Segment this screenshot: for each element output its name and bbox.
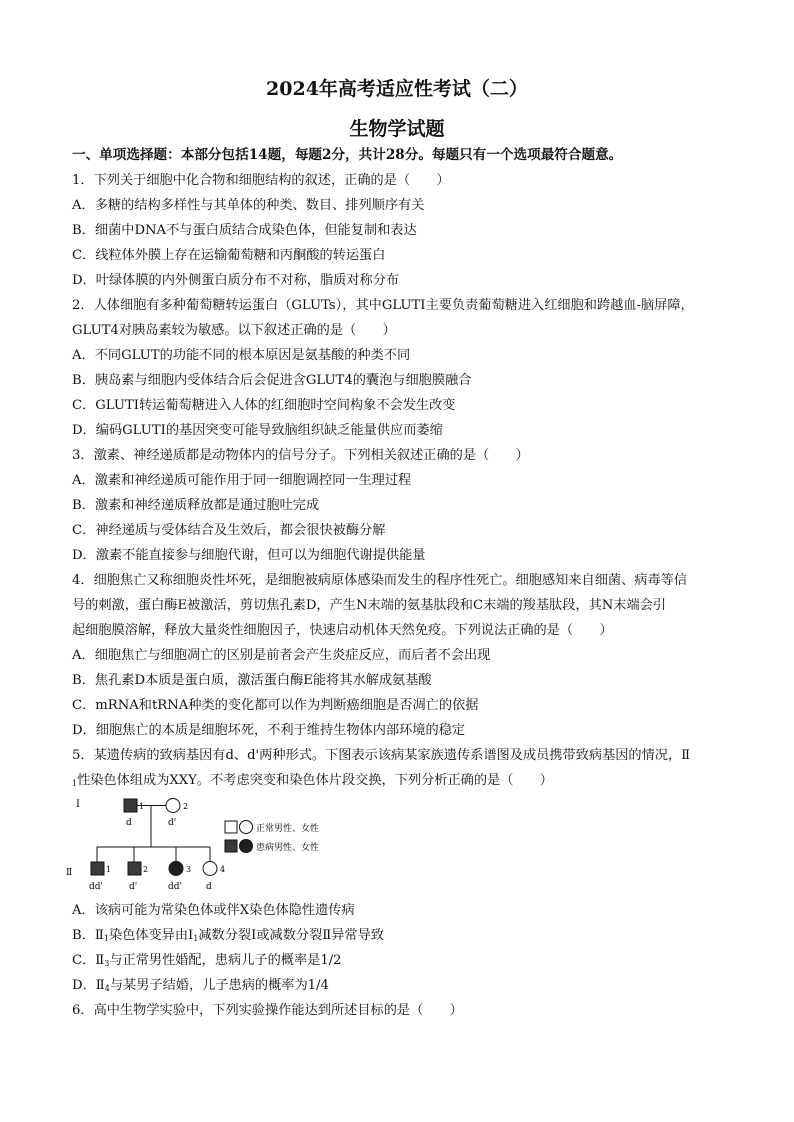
q1-stem: 1．下列关于细胞中化合物和细胞结构的叙述，正确的是（ ） [72,173,450,188]
q4-stem-line1: 4．细胞焦亡又称细胞炎性坏死，是细胞被病原体感染而发生的程序性死亡。细胞感知来自细菌、病毒等信 [72,573,688,588]
q6-stem: 6．高中生物学实验中，下列实验操作能达到所述目标的是（ ） [72,1003,463,1018]
gen1-member-2-num: 2 [183,802,189,811]
gen1-member-2-normal-female [166,799,180,813]
q1-option-c: C．线粒体外膜上存在运输葡萄糖和丙酮酸的转运蛋白 [72,248,386,263]
q4-option-d: D．细胞焦亡的本质是细胞坏死，不利于维持生物体内部环境的稳定 [72,723,466,738]
q5-stem-line1: 5．某遗传病的致病基因有d、d'两种形式。下图表示该病某家族遗传系谱图及成员携带致病基因的情况，Ⅱ [72,748,691,763]
gen2-member-4-normal-female [203,862,217,876]
gen2-member-3-num: 3 [186,865,192,874]
q3-option-d: D．激素不能直接参与细胞代谢，但可以为细胞代谢提供能量 [72,548,426,563]
q3-option-a: A．激素和神经递质可能作用于同一细胞调控同一生理过程 [72,473,412,488]
q1-option-b: B．细菌中DNA不与蛋白质结合成染色体，但能复制和表达 [72,223,417,238]
gen2-label: Ⅱ [66,868,73,878]
legend-affected-label: 患病男性、女性 [256,843,320,853]
q3-option-c: C．神经递质与受体结合及生效后，都会很快被酶分解 [72,523,386,538]
section-heading: 一、单项选择题：本部分包括14题，每题2分，共计28分。每题只有一个选项最符合题意。 [72,147,623,163]
q1-option-d: D．叶绿体膜的内外侧蛋白质分布不对称，脂质对称分布 [72,273,400,288]
gen1-member-2-genotype: d' [168,818,177,828]
gen2-member-2-num: 2 [143,865,149,874]
gen1-member-1-affected-male [124,799,137,812]
gen2-member-4-genotype: d [206,882,212,892]
gen2-member-1-genotype: dd' [89,882,103,892]
q2-option-d: D．编码GLUTI的基因突变可能导致脑组织缺乏能量供应而萎缩 [72,423,443,438]
q3-option-b: B．激素和神经递质释放都是通过胞吐完成 [72,498,320,513]
exam-subtitle: 生物学试题 [349,118,445,140]
q2-stem-line2: GLUT4对胰岛素较为敏感。以下叙述正确的是（ ） [72,323,396,338]
q4-stem-line3: 起细胞膜溶解，释放大量炎性细胞因子，快速启动机体天然免疫。下列说法正确的是（ ） [72,623,613,638]
gen2-member-2-affected-male [128,862,141,875]
gen1-member-1-num: 1 [139,802,145,811]
q4-option-a: A．细胞焦亡与细胞凋亡的区别是前者会产生炎症反应，而后者不会出现 [72,648,491,663]
legend-affected-female-symbol [240,840,253,853]
q4-stem-line2: 号的刺激，蛋白酶E被激活，剪切焦孔素D，产生N末端的氨基肽段和C末端的羧基肽段，其N末端会引 [72,598,667,613]
legend-normal-label: 正常男性、女性 [256,824,320,834]
q5-option-d: D．$Ⅱ_4$与某男子结婚，儿子患病的概率为1/4 [72,978,329,993]
gen1-member-1-genotype: d [126,818,132,828]
q3-stem: 3．激素、神经递质都是动物体内的信号分子。下列相关叙述正确的是（ ） [72,448,529,463]
q5-option-c: C．$Ⅱ_3$与正常男性婚配，患病儿子的概率是1/2 [72,953,342,968]
legend-normal-female-symbol [240,821,253,834]
gen2-member-1-affected-male [91,862,104,875]
gen2-member-3-genotype: dd' [168,882,182,892]
q5-option-b: B．$Ⅱ_1$染色体变异由$Ⅰ_1$减数分裂Ⅰ或减数分裂Ⅱ异常导致 [72,928,384,943]
q4-option-b: B．焦孔素D本质是蛋白质，激活蛋白酶E能将其水解成氨基酸 [72,673,432,688]
gen2-member-1-num: 1 [106,865,112,874]
gen2-member-4-num: 4 [220,865,226,874]
q2-option-b: B．胰岛素与细胞内受体结合后会促进含GLUT4的囊泡与细胞膜融合 [72,373,472,388]
pedigree-chart [60,795,390,900]
q2-option-c: C．GLUTI转运葡萄糖进入人体的红细胞时空间构象不会发生改变 [72,398,456,413]
q5-option-a: A．该病可能为常染色体或伴X染色体隐性遗传病 [72,903,355,918]
q5-stem-line2-text: 性染色体组成为XXY。不考虑突变和染色体片段交换，下列分析正确的是（ ） [77,773,553,788]
gen2-member-3-affected-female [169,862,183,876]
q5-stem-line2 [72,772,752,793]
gen2-member-2-genotype: d' [129,882,138,892]
q4-option-c: C．mRNA和tRNA种类的变化都可以作为判断癌细胞是否凋亡的依据 [72,698,479,713]
gen1-label: I [76,799,80,810]
legend-affected-male-symbol [225,840,237,852]
q2-option-a: A．不同GLUT的功能不同的根本原因是氨基酸的种类不同 [72,348,411,363]
q2-stem-line1: 2．人体细胞有多种葡萄糖转运蛋白（GLUTs），其中GLUTI主要负责葡萄糖进入红细胞和跨越血-脑屏障， [72,298,694,313]
exam-title: 2024年高考适应性考试（二） [266,78,528,100]
q5-stem-sub: 1 [72,779,78,788]
legend-normal-male-symbol [225,821,237,833]
q1-option-a: A．多糖的结构多样性与其单体的种类、数目、排列顺序有关 [72,198,425,213]
